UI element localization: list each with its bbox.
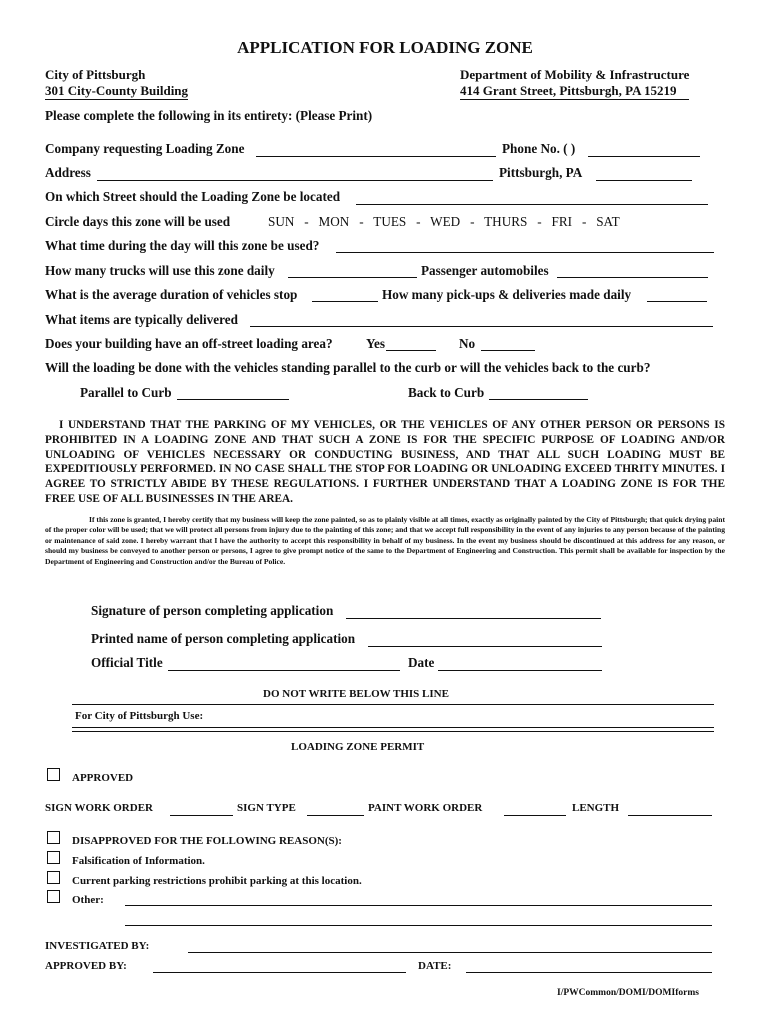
pickups-field[interactable] <box>647 301 707 302</box>
pittsburgh-label: Pittsburgh, PA <box>499 165 583 180</box>
street-field[interactable] <box>356 204 708 205</box>
city-address-block <box>45 67 188 100</box>
investigated-field[interactable] <box>188 952 712 953</box>
paint-work-order-field[interactable] <box>504 815 566 816</box>
passenger-field[interactable] <box>557 277 708 278</box>
divider-top <box>72 704 714 705</box>
items-label: What items are typically delivered <box>45 312 238 327</box>
divider-double-2 <box>72 731 714 732</box>
trucks-label: How many trucks will use this zone daily <box>45 263 275 278</box>
for-city-label: For City of Pittsburgh Use: <box>75 710 204 722</box>
investigated-label: INVESTIGATED BY: <box>45 940 150 952</box>
approved-checkbox[interactable] <box>47 768 60 781</box>
days-options[interactable]: SUN - MON - TUES - WED - THURS - FRI - SAT <box>268 214 620 229</box>
city-name: City of Pittsburgh <box>45 67 146 82</box>
address-field[interactable] <box>97 180 493 181</box>
other-field-1[interactable] <box>125 905 712 906</box>
fine-print: If this zone is granted, I hereby certify that my business will keep the zone painted, so as to plainly visible at all times, exactly as originally painted by the City of Pittsburgh; that quick drying paint of the proper color will be used; that we will protect all persons from injury due to the painting of this zone; and that we accept full responsibility in the event of any injuries to any person because of the painting or maintenance of said zone. I hereby warrant that I have the authority to accept this responsibility in behalf of my business. In the event my business should be discontinued at this address for any reason, or should my business be conveyed to another person or persons, I agree to give prompt notice of the same to the Department of Engineering and Construction. This permit shall be available for inspection by the Department of Engineering and Construction and/or the Bureau of Police. <box>45 515 725 566</box>
phone-field[interactable] <box>588 156 700 157</box>
items-field[interactable] <box>250 326 713 327</box>
sign-type-field[interactable] <box>307 815 364 816</box>
instructions: Please complete the following in its entirety: (Please Print) <box>45 108 373 123</box>
length-field[interactable] <box>628 815 712 816</box>
passenger-label: Passenger automobiles <box>421 263 549 278</box>
company-field[interactable] <box>256 156 496 157</box>
duration-label: What is the average duration of vehicles stop <box>45 287 298 302</box>
printed-name-field[interactable] <box>368 646 602 647</box>
disapproved-label: DISAPPROVED FOR THE FOLLOWING REASON(S): <box>72 835 342 847</box>
time-label: What time during the day will this zone be used? <box>45 238 320 253</box>
approved-label: APPROVED <box>72 772 134 784</box>
phone-label: Phone No. ( ) <box>502 141 576 156</box>
other-label: Other: <box>72 894 104 906</box>
disapproved-checkbox[interactable] <box>47 831 60 844</box>
approved-by-field[interactable] <box>153 972 406 973</box>
days-label: Circle days this zone will be used <box>45 214 231 229</box>
street-label: On which Street should the Loading Zone be located <box>45 189 341 204</box>
footer-path: I/PWCommon/DOMI/DOMIforms <box>557 988 699 998</box>
do-not-write-label: DO NOT WRITE BELOW THIS LINE <box>263 688 449 700</box>
signature-field[interactable] <box>346 618 601 619</box>
date-label: Date <box>408 655 435 670</box>
sign-work-order-field[interactable] <box>170 815 233 816</box>
official-title-label: Official Title <box>91 655 163 670</box>
office-date-label: DATE: <box>418 960 452 972</box>
form-title: APPLICATION FOR LOADING ZONE <box>237 38 533 57</box>
restrictions-checkbox[interactable] <box>47 871 60 884</box>
address-label: Address <box>45 165 91 180</box>
approved-by-label: APPROVED BY: <box>45 960 127 972</box>
sign-work-order-label: SIGN WORK ORDER <box>45 802 153 814</box>
parallel-label: Parallel to Curb <box>80 385 172 400</box>
parallel-question: Will the loading be done with the vehicles standing parallel to the curb or will the vehicles back to the curb? <box>45 360 651 375</box>
length-label: LENGTH <box>572 802 620 814</box>
restrictions-label: Current parking restrictions prohibit parking at this location. <box>72 875 362 887</box>
yes-field[interactable] <box>386 350 436 351</box>
official-title-field[interactable] <box>168 670 400 671</box>
agreement-paragraph: I UNDERSTAND THAT THE PARKING OF MY VEHICLES, OR THE VEHICLES OF ANY OTHER PERSON OR PERSONS IS PROHIBITED IN A LOADING ZONE AND THAT SUCH A ZONE IS FOR THE SPECIFIC PURPOSE OF LOADING AND/OR UNLOADING OF VEHICLES NECESSARY OR CONDUCTING BUSINESS, AND THAT ALL SUCH LOADING MUST BE EXPEDITIOUSLY PERFORMED. IN NO CASE SHALL THE STOP FOR LOADING OR UNLOADING EXCEED THRITY MINUTES. I AGREE TO STRICTLY ABIDE BY THESE REGULATIONS. I FURTHER UNDERSTAND THAT A LOADING ZONE IS FOR THE FREE USE OF ALL BUSINESSES IN THE AREA. <box>45 419 725 505</box>
no-field[interactable] <box>481 350 535 351</box>
printed-name-label: Printed name of person completing application <box>91 631 356 646</box>
city-building: 301 City-County Building <box>45 83 189 98</box>
trucks-field[interactable] <box>288 277 417 278</box>
department-name: Department of Mobility & Infrastructure <box>460 67 690 82</box>
zip-field[interactable] <box>596 180 692 181</box>
time-field[interactable] <box>336 252 714 253</box>
falsification-checkbox[interactable] <box>47 851 60 864</box>
sign-type-label: SIGN TYPE <box>237 802 296 814</box>
no-label: No <box>459 336 476 351</box>
back-label: Back to Curb <box>408 385 485 400</box>
divider-double-1 <box>72 727 714 728</box>
pickups-label: How many pick-ups & deliveries made daily <box>382 287 632 302</box>
other-field-2[interactable] <box>125 925 712 926</box>
date-field[interactable] <box>438 670 602 671</box>
yes-label: Yes <box>366 336 386 351</box>
offstreet-label: Does your building have an off-street loading area? <box>45 336 333 351</box>
paint-work-order-label: PAINT WORK ORDER <box>368 802 483 814</box>
signature-label: Signature of person completing application <box>91 603 334 618</box>
company-label: Company requesting Loading Zone <box>45 141 245 156</box>
office-date-field[interactable] <box>466 972 712 973</box>
permit-heading: LOADING ZONE PERMIT <box>291 741 425 753</box>
back-field[interactable] <box>489 399 588 400</box>
department-block <box>460 67 689 100</box>
duration-field[interactable] <box>312 301 378 302</box>
other-checkbox[interactable] <box>47 890 60 903</box>
department-address: 414 Grant Street, Pittsburgh, PA 15219 <box>460 83 689 100</box>
parallel-field[interactable] <box>177 399 289 400</box>
falsification-label: Falsification of Information. <box>72 855 205 867</box>
